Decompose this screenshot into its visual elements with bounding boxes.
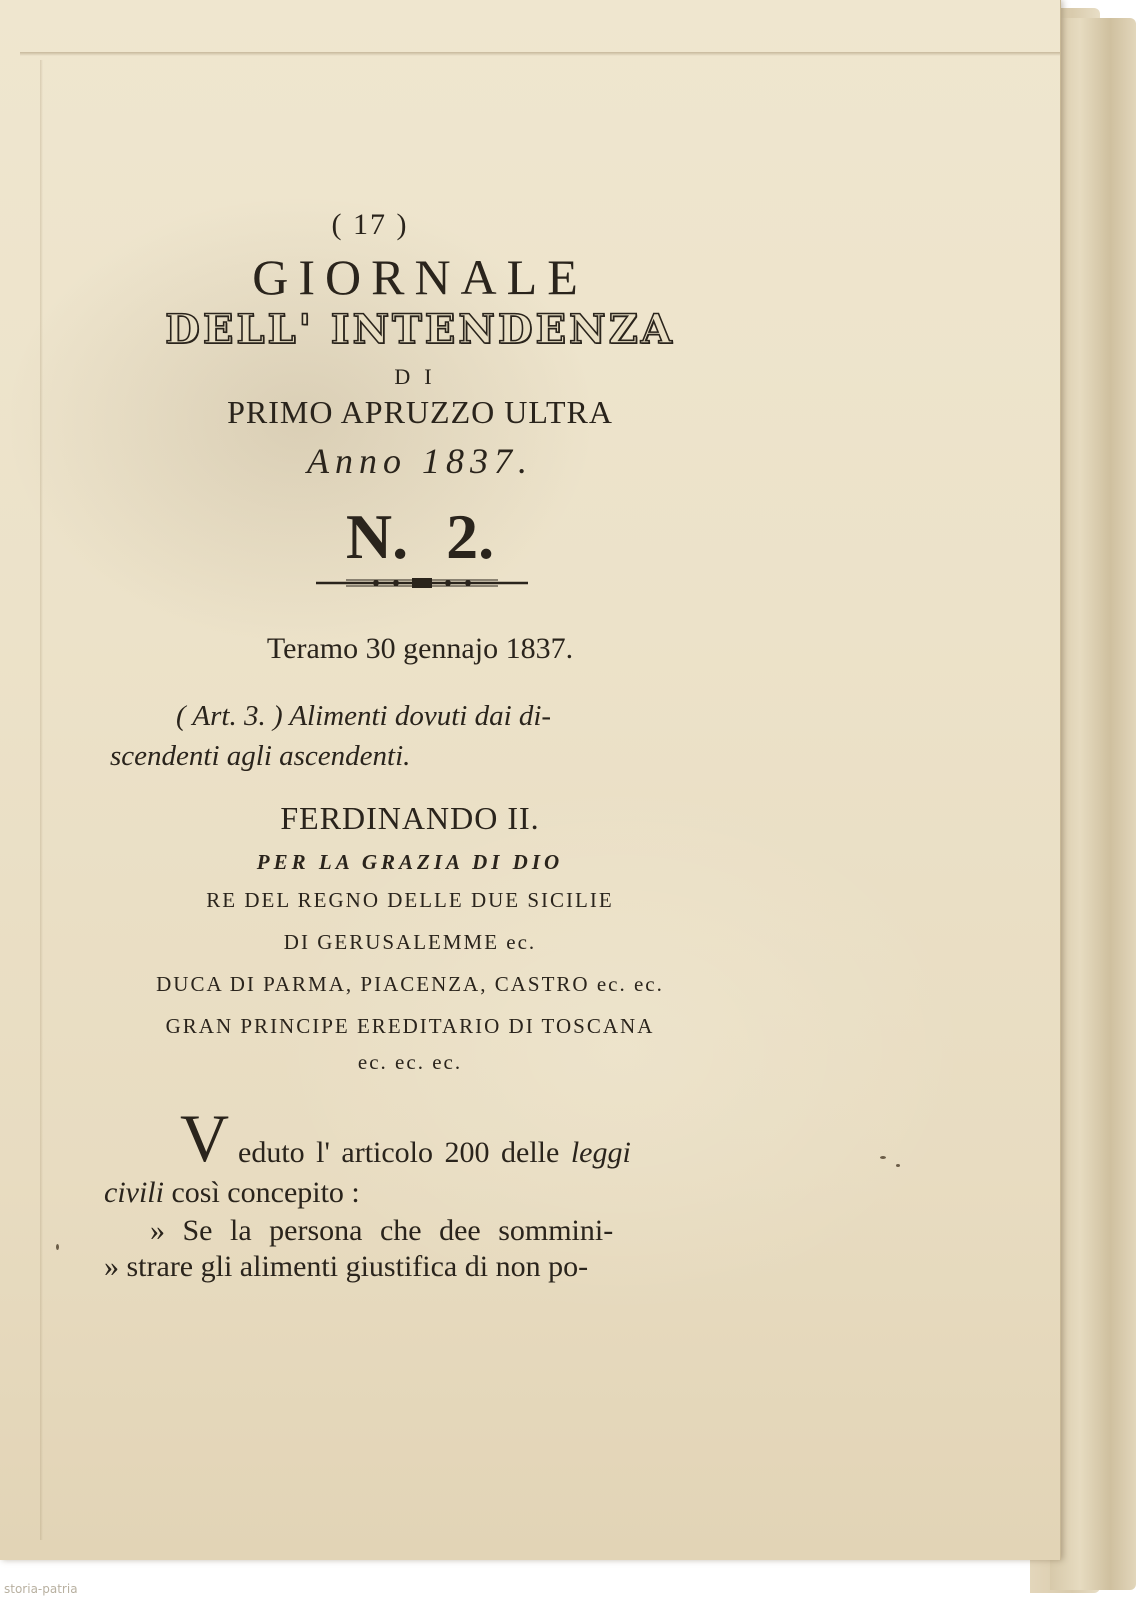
issue-number: N. 2. — [345, 501, 495, 572]
underlying-sheet-edge — [1050, 18, 1136, 1590]
royal-title-line: ec. ec. ec. — [357, 1050, 463, 1074]
ornament-rule — [316, 574, 528, 592]
dateline: Teramo 30 gennajo 1837. — [266, 632, 574, 665]
watermark: storia-patria — [4, 1582, 78, 1596]
royal-title-line: DUCA DI PARMA, PIACENZA, CASTRO ec. ec. — [156, 972, 664, 996]
journal-region: PRIMO APRUZZO ULTRA — [227, 394, 613, 430]
body-line: » Se la persona che dee sommini- — [150, 1214, 614, 1247]
king-name: FERDINANDO II. — [280, 800, 540, 836]
body-line — [238, 1136, 631, 1170]
royal-title-line: RE DEL REGNO DELLE DUE SICILIE — [206, 888, 614, 912]
body-text: così concepito : — [163, 1176, 360, 1209]
paper-fold-shadow — [20, 52, 1060, 56]
royal-title-line: PER LA GRAZIA DI DIO — [256, 850, 564, 874]
royal-title-line: GRAN PRINCIPE EREDITARIO DI TOSCANA — [165, 1014, 655, 1038]
drop-cap: V — [180, 1100, 230, 1176]
body-text: eduto l' articolo 200 delle — [238, 1136, 571, 1169]
page-number: ( 17 ) — [331, 208, 409, 241]
article-heading-line-2: scendenti agli ascendenti. — [110, 740, 411, 772]
journal-year: Anno 1837. — [307, 441, 533, 481]
ink-speck — [896, 1164, 900, 1167]
ink-speck — [880, 1156, 886, 1159]
body-text-italic: civili — [104, 1176, 164, 1209]
journal-subtitle: DELL' INTENDENZA — [165, 306, 675, 353]
royal-title-line: DI GERUSALEMME ec. — [283, 930, 537, 954]
journal-connector: DI — [394, 364, 446, 389]
body-text-italic: leggi — [570, 1136, 631, 1169]
body-line — [104, 1176, 360, 1210]
journal-title: GIORNALE — [252, 249, 588, 305]
body-line: » strare gli alimenti giustifica di non po- — [104, 1250, 589, 1283]
article-heading-line-1: ( Art. 3. ) Alimenti dovuti dai di- — [176, 700, 552, 732]
ink-speck — [56, 1244, 59, 1250]
